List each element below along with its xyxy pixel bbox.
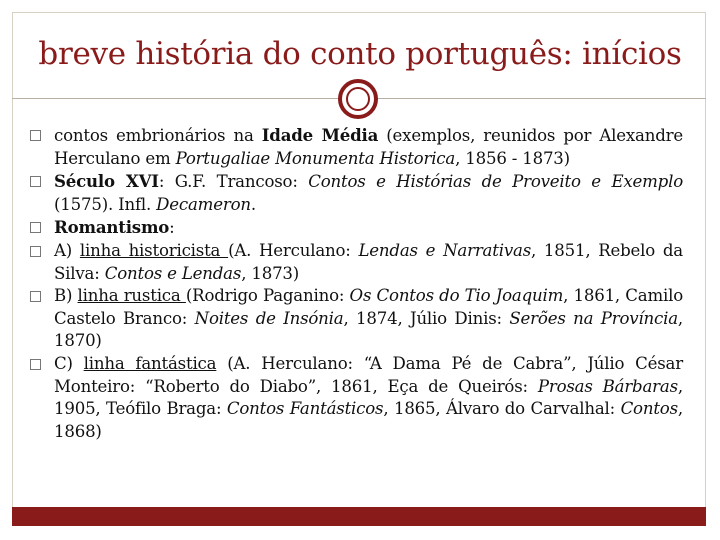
italic-title: Contos e Lendas — [104, 263, 242, 283]
square-bullet-icon — [30, 246, 41, 257]
text: , 1851, Rebelo da Silva: — [54, 240, 683, 283]
italic-title: Prosas Bárbaras — [537, 376, 678, 396]
text: , 1856 - 1873) — [455, 148, 570, 168]
list-item — [30, 240, 683, 285]
text: (A. Herculano: — [228, 240, 359, 260]
text: . — [250, 194, 256, 214]
italic-title: Lendas e Narrativas — [358, 240, 532, 260]
italic-title: Serões na Província — [509, 308, 678, 328]
underlined-term: linha historicista — [79, 240, 229, 260]
square-bullet-icon — [30, 222, 41, 233]
text: : — [169, 218, 175, 238]
list-item — [30, 285, 683, 353]
italic-title: Portugaliae Monumenta Historica — [175, 148, 456, 168]
bold-term: Século XVI — [54, 171, 159, 192]
text: , 1870) — [54, 308, 683, 351]
italic-title: Contos e Histórias de Proveito e Exemplo — [308, 172, 683, 192]
text: , 1865, Álvaro do Carvalhal: — [383, 399, 621, 419]
bold-term: Idade Média — [261, 125, 379, 145]
list-item — [30, 216, 683, 240]
underlined-term: linha rustica — [77, 286, 186, 306]
text: (Rodrigo Paganino: — [185, 286, 350, 306]
text: , 1861, Camilo Castelo Branco: — [54, 286, 684, 328]
ring-inner-icon — [346, 87, 370, 111]
list-item — [30, 170, 683, 216]
square-bullet-icon — [30, 291, 41, 302]
underlined-term: linha fantástica — [83, 353, 217, 373]
text: C) — [54, 353, 84, 373]
text: B) — [54, 286, 78, 306]
text: (exemplos, reunidos por Alexandre Herculano em — [54, 126, 683, 168]
text: : G.F. Trancoso: — [158, 172, 309, 192]
square-bullet-icon — [30, 130, 41, 141]
italic-title: Noites de Insónia — [194, 308, 344, 328]
text: , 1868) — [54, 399, 683, 441]
italic-title: Contos Fantásticos — [226, 399, 384, 419]
text: , 1873) — [241, 263, 300, 283]
text: contos embrionários na — [54, 126, 262, 145]
square-bullet-icon — [30, 359, 41, 370]
text: (A. Herculano: “A Dama Pé de Cabra”, Júlio César Monteiro: “Roberto do Diabo”, 1861, Eça de Queirós: — [54, 353, 683, 396]
ring-ornament-icon — [338, 79, 378, 119]
text: (1575). Infl. — [54, 194, 157, 214]
bottom-accent-band — [12, 507, 706, 526]
square-bullet-icon — [30, 176, 41, 187]
italic-title: Decameron — [156, 194, 251, 214]
bold-term: Romantismo — [54, 217, 170, 238]
italic-title: Os Contos do Tio Joaquim — [349, 286, 564, 306]
text: , 1874, Júlio Dinis: — [343, 308, 510, 328]
list-item — [30, 124, 683, 170]
slide-title: breve história do conto português: inícios — [38, 36, 682, 72]
italic-title: Contos — [620, 399, 678, 419]
list-item — [30, 353, 683, 443]
bullet-list — [30, 124, 683, 443]
text: , 1905, Teófilo Braga: — [54, 376, 683, 419]
text: A) — [54, 240, 80, 260]
